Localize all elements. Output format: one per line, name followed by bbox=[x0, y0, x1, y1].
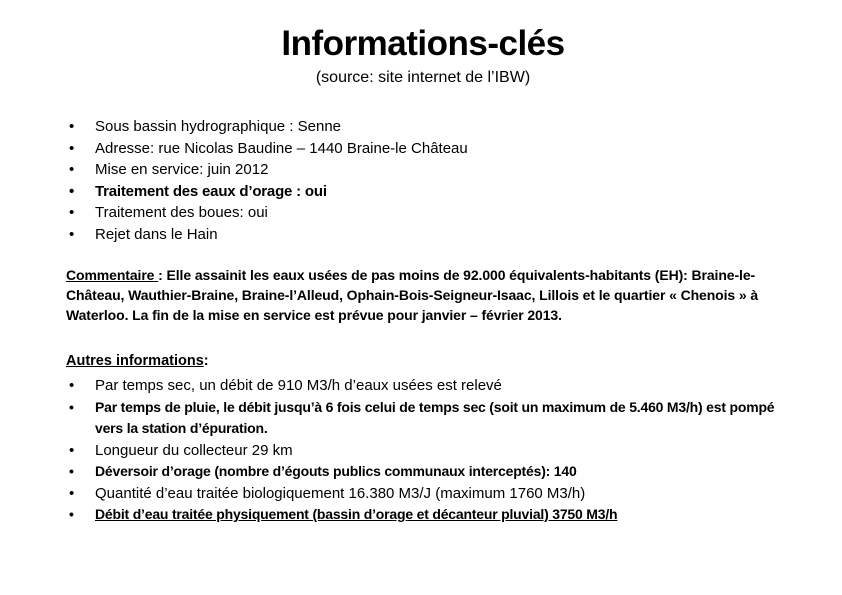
key-fact-item bbox=[66, 138, 780, 160]
key-fact-text: Rejet dans le Hain bbox=[95, 225, 218, 243]
autres-item bbox=[66, 397, 780, 440]
key-fact-item bbox=[66, 202, 780, 224]
key-fact-text: Traitement des boues: oui bbox=[95, 204, 268, 221]
key-fact-text: Adresse: rue Nicolas Baudine – 1440 Braine-le Château bbox=[95, 139, 468, 157]
autres-item-text: Déversoir d’orage (nombre d’égouts publics communaux interceptés): 140 bbox=[95, 463, 577, 479]
key-fact-item bbox=[66, 224, 780, 246]
slide-subtitle: (source: site internet de l’IBW) bbox=[315, 69, 531, 86]
autres-item-text: Longueur du collecteur 29 km bbox=[95, 441, 293, 459]
autres-informations-colon: : bbox=[203, 353, 209, 369]
key-fact-item bbox=[66, 159, 780, 181]
key-fact-text: Sous bassin hydrographique : Senne bbox=[95, 118, 342, 135]
key-facts-list bbox=[66, 116, 780, 245]
autres-item-text: Par temps de pluie, le débit jusqu’à 6 fois celui de temps sec (soit un maximum de 5.460 M3/h) est pompé vers la station d’épuration. bbox=[95, 398, 775, 436]
autres-item bbox=[66, 461, 780, 483]
autres-informations-list bbox=[66, 375, 780, 526]
autres-item bbox=[66, 483, 780, 505]
autres-informations-heading bbox=[66, 351, 780, 371]
commentaire-label: Commentaire bbox=[66, 267, 159, 283]
key-fact-item bbox=[66, 116, 780, 138]
autres-item bbox=[66, 504, 780, 526]
slide-title: Informations-clés bbox=[281, 24, 565, 63]
autres-item-text: Par temps sec, un débit de 910 M3/h d’eaux usées est relevé bbox=[95, 377, 502, 394]
commentaire-paragraph bbox=[66, 265, 778, 325]
key-fact-text: Mise en service: juin 2012 bbox=[95, 161, 269, 178]
autres-item-text: Débit d’eau traitée physiquement (bassin d’orage et décanteur pluvial) 3750 M3/h bbox=[95, 506, 618, 522]
autres-informations-label: Autres informations bbox=[66, 353, 204, 369]
autres-item bbox=[66, 440, 780, 462]
key-fact-text: Traitement des eaux d’orage : oui bbox=[95, 182, 327, 200]
key-fact-item bbox=[66, 181, 780, 203]
autres-item bbox=[66, 375, 780, 397]
autres-item-text: Quantité d’eau traitée biologiquement 16.380 M3/J (maximum 1760 M3/h) bbox=[95, 484, 586, 502]
commentaire-body: : Elle assainit les eaux usées de pas moins de 92.000 équivalents-habitants (EH): Braine-le-Château, Wauthier-Braine, Braine-l’Alleud, Ophain-Bois-Seigneur-Isaac, Lillois et le quartier « Chenois » à Waterloo. La fin de la mise en service est prévue pour janvier – février 2013. bbox=[66, 267, 759, 323]
